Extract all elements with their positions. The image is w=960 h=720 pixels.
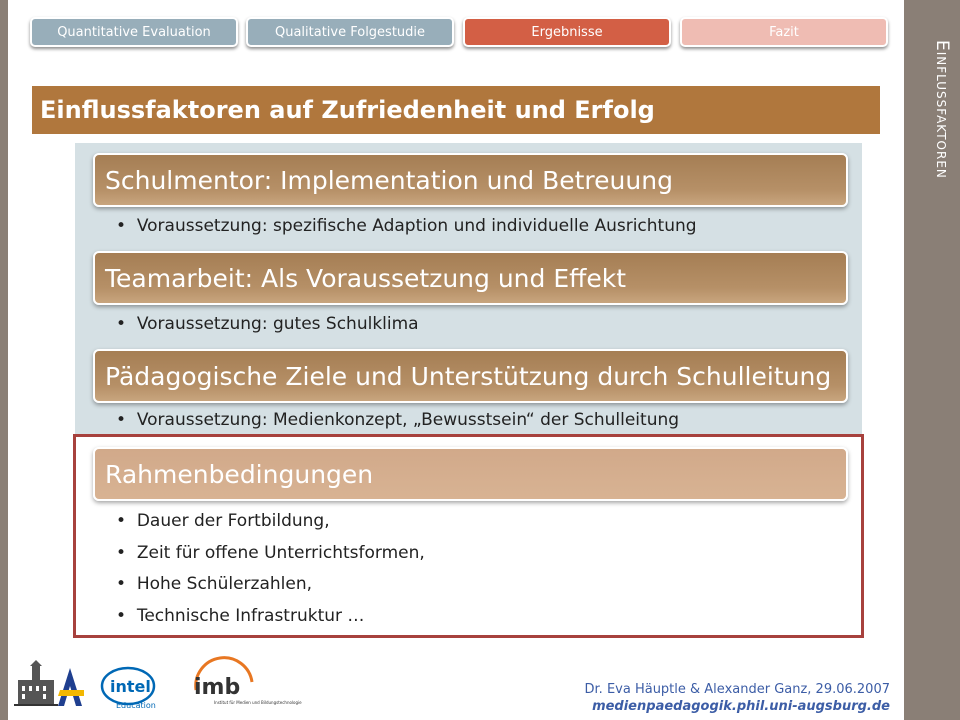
building-icon [14, 660, 58, 706]
intel-logo-subtext: Education [116, 701, 156, 710]
university-logo [14, 660, 84, 710]
bullet-text: Zeit für offene Unterrichtsformen, [136, 543, 425, 563]
section-teamarbeit [93, 251, 848, 305]
section-schulmentor [93, 153, 848, 207]
imb-logo [190, 660, 302, 712]
section-rahmenbedingungen [93, 447, 848, 501]
left-edge-bar [0, 0, 8, 720]
tab-qualitative-folgestudie[interactable]: Qualitative Folgestudie [246, 17, 454, 47]
bullet-item: • Voraussetzung: gutes Schulklima [116, 314, 419, 334]
sidebar-title: Einflussfaktoren [932, 40, 952, 179]
bullet-item: • Zeit für offene Unterrichtsformen, [116, 543, 425, 563]
intel-logo-text: intel [110, 677, 151, 696]
bullet-text: Technische Infrastruktur … [136, 606, 365, 626]
bullet-text: Dauer der Fortbildung, [136, 511, 330, 531]
tab-quantitative-evaluation[interactable]: Quantitative Evaluation [30, 17, 238, 47]
bullet-item: • Technische Infrastruktur … [116, 606, 365, 626]
bullet-item: • Voraussetzung: Medienkonzept, „Bewusstsein“ der Schulleitung [116, 410, 680, 430]
page-title: Einflussfaktoren auf Zufriedenheit und Erfolg [40, 96, 655, 124]
tab-fazit[interactable]: Fazit [680, 17, 888, 47]
bullet-item: • Voraussetzung: spezifische Adaption und individuelle Ausrichtung [116, 216, 697, 236]
footer-author: Dr. Eva Häuptle & Alexander Ganz, 29.06.2007 [584, 682, 890, 697]
letter-a-mark-icon [58, 668, 84, 706]
intel-logo [100, 664, 160, 710]
tab-ergebnisse[interactable]: Ergebnisse [463, 17, 671, 47]
bullet-item: • Dauer der Fortbildung, [116, 511, 330, 531]
bullet-text: Hohe Schülerzahlen, [136, 574, 312, 594]
section-title: Rahmenbedingungen [105, 459, 374, 489]
imb-logo-subtext: Institut für Medien und Bildungstechnologie [214, 700, 302, 705]
section-title: Pädagogische Ziele und Unterstützung durch Schulleitung [105, 361, 832, 391]
bullet-item: • Hohe Schülerzahlen, [116, 574, 312, 594]
bullet-text: Voraussetzung: spezifische Adaption und individuelle Ausrichtung [136, 216, 697, 236]
section-title: Teamarbeit: Als Voraussetzung und Effekt [105, 263, 627, 293]
section-paedagogische-ziele [93, 349, 848, 403]
bullet-text: Voraussetzung: Medienkonzept, „Bewusstsein“ der Schulleitung [136, 410, 680, 430]
footer-url[interactable]: medienpaedagogik.phil.uni-augsburg.de [592, 699, 890, 714]
section-title: Schulmentor: Implementation und Betreuung [105, 165, 673, 195]
nav-tabs [30, 17, 890, 51]
imb-logo-text: imb [194, 675, 241, 700]
bullet-text: Voraussetzung: gutes Schulklima [136, 314, 419, 334]
